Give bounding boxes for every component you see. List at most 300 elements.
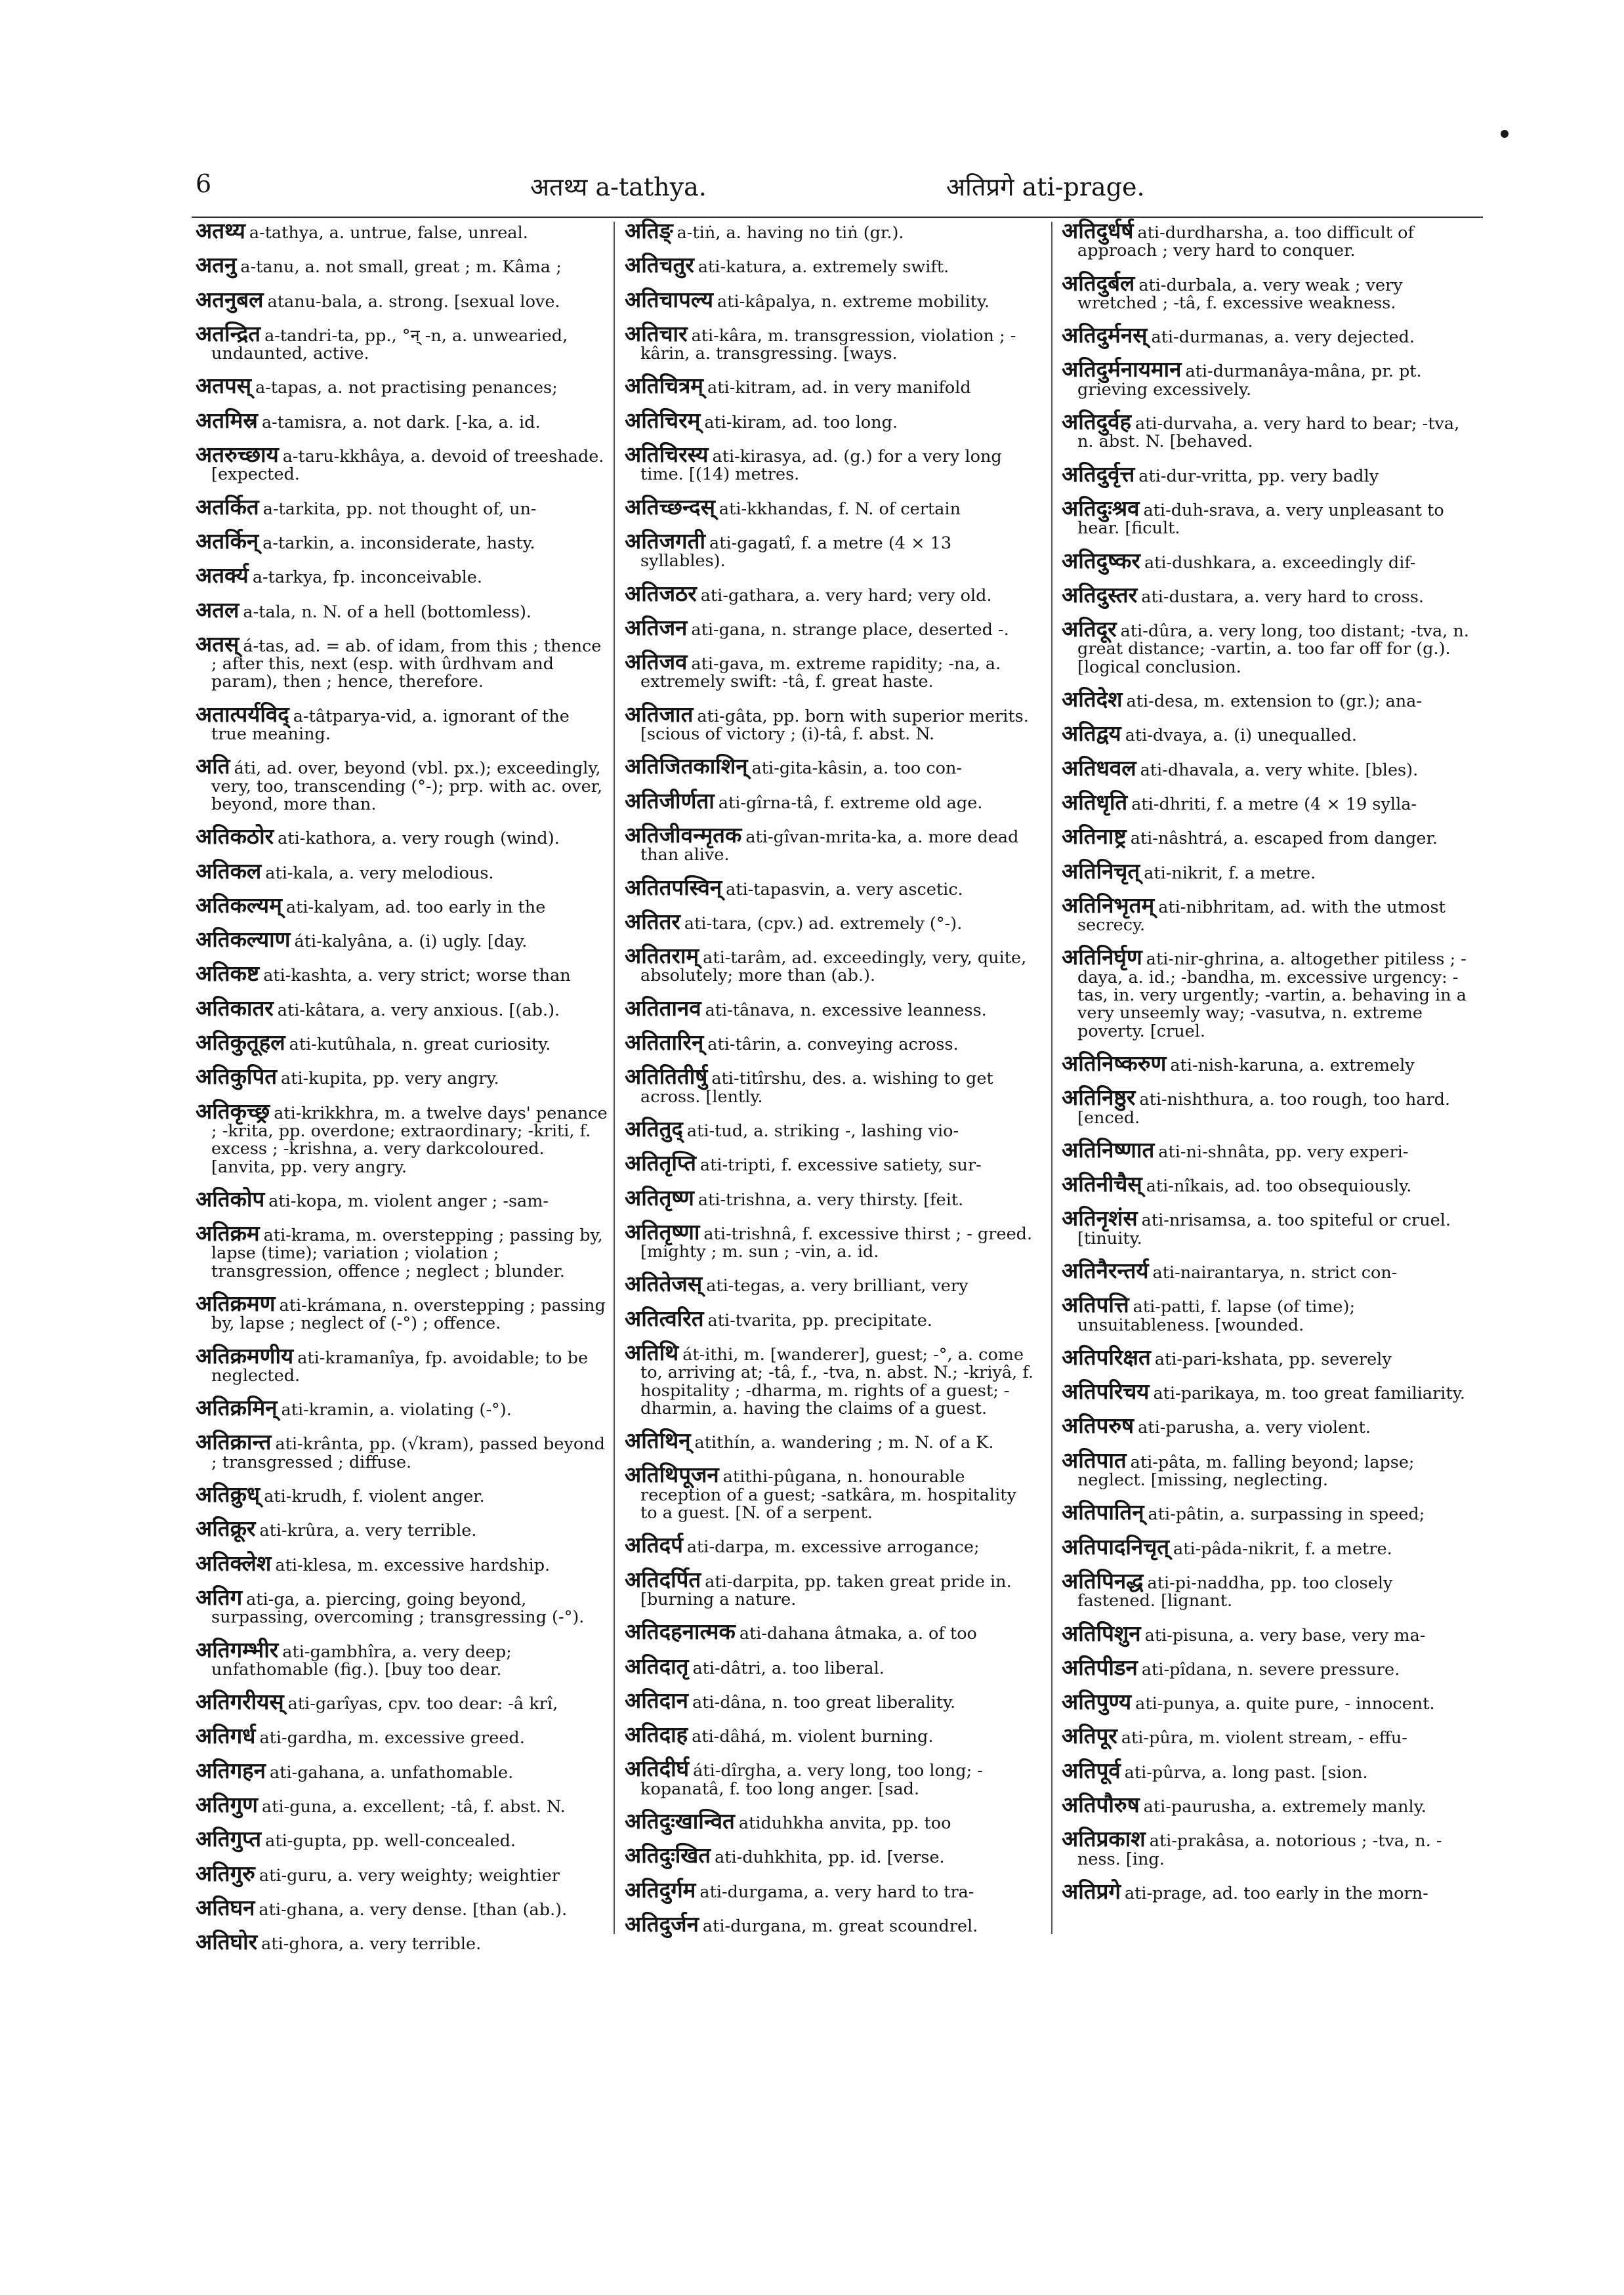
dictionary-entry [1062, 1826, 1475, 1869]
entry-headword: अतिक्रम [196, 1220, 260, 1247]
entry-headword: अतिचतुर [625, 252, 694, 278]
entry-definition: ati-pâtin, a. surpassing in speed; [1148, 1504, 1425, 1525]
dictionary-entry [196, 823, 609, 850]
entry-headword: अतिजितकाशिन् [625, 753, 748, 779]
dictionary-entry [196, 1929, 609, 1955]
dictionary-entry [625, 442, 1038, 485]
entry-definition: á-tas, ad. = ab. of idam, from this ; thence ; after this, next (esp. with ûrdhvam and param), then ; hence, therefore. [211, 636, 602, 692]
entry-definition: ati-pâta, m. falling beyond; lapse; neglect. [missing, neglecting. [1077, 1452, 1415, 1491]
entry-headword: अतितर [625, 908, 680, 934]
entry-headword: अतिचार [625, 320, 688, 346]
entry-definition: ati-dustara, a. very hard to cross. [1141, 587, 1425, 607]
dictionary-entry [196, 1342, 609, 1386]
dictionary-entry [1062, 1723, 1475, 1749]
entry-headword: अतिदुर्मनायमान [1062, 356, 1182, 382]
dictionary-entry [196, 373, 609, 399]
entry-definition: ati-tvarita, pp. precipitate. [707, 1310, 932, 1331]
dictionary-entry [196, 1550, 609, 1576]
entry-headword: अतिदुर्जन [625, 1911, 699, 1937]
entry-headword: अतिक्लेश [196, 1550, 272, 1576]
dictionary-entry [196, 1064, 609, 1090]
entry-definition: ati-dvaya, a. (i) unequalled. [1125, 726, 1357, 746]
entry-definition: ati-klesa, m. excessive hardship. [275, 1555, 551, 1575]
entry-headword: अतिजव [625, 649, 688, 675]
dictionary-entry [1062, 1050, 1475, 1076]
dictionary-entry [625, 995, 1038, 1021]
dictionary-entry [196, 1723, 609, 1749]
dictionary-entry [625, 1532, 1038, 1558]
entry-definition: ati-trishna, a. very thirsty. [feit. [697, 1189, 964, 1210]
dictionary-entry [625, 1808, 1038, 1834]
entry-headword: अतस् [196, 631, 239, 657]
page-header [0, 169, 1624, 209]
entry-definition: ati-dahana âtmaka, a. of too [739, 1624, 977, 1644]
dictionary-entry [196, 995, 609, 1021]
entry-definition: ati-nâshtrá, a. escaped from danger. [1130, 829, 1438, 849]
dictionary-entry [196, 1584, 609, 1628]
entry-definition: ati-gagatî, f. a metre (4 × 13 syllables). [640, 533, 952, 571]
entry-definition: ati-ga, a. piercing, going beyond, surpassing, overcoming ; transgressing (-°). [211, 1589, 585, 1628]
dictionary-entry [196, 562, 609, 589]
dictionary-entry [1062, 1757, 1475, 1783]
dictionary-entry [1062, 1620, 1475, 1646]
entry-headword: अतिङ् [625, 218, 673, 243]
entry-definition: ati-parikaya, m. too great familiarity. [1153, 1384, 1465, 1404]
dictionary-entry [625, 1756, 1038, 1799]
entry-definition: ati-dûra, a. very long, too distant; -tva, n. great distance; -vartin, a. too far off for (g.). [logical conclusion. [1077, 621, 1469, 677]
entry-headword: अतिथि [625, 1339, 679, 1365]
entry-definition: ati-guru, a. very weighty; weightier [259, 1865, 560, 1886]
entry-definition: ati-duhkhita, pp. id. [verse. [715, 1848, 945, 1868]
dictionary-entry [625, 1876, 1038, 1903]
entry-headword: अतिदुर्वह [1062, 409, 1131, 435]
dictionary-entry [625, 407, 1038, 433]
dictionary-entry [625, 787, 1038, 814]
entry-headword: अतिदान [625, 1687, 688, 1713]
dictionary-entry [1062, 1447, 1475, 1491]
entry-headword: अतिकुपित [196, 1064, 278, 1090]
entry-definition: atithi-pûgana, n. honourable reception of a guest; -satkâra, m. hospitality to a guest. [N. of a serpent. [640, 1467, 1016, 1523]
entry-definition: a-tathya, a. untrue, false, unreal. [249, 223, 528, 243]
dictionary-entry [625, 493, 1038, 520]
dictionary-entry [1062, 461, 1475, 487]
entry-definition: ati-gupta, pp. well-concealed. [265, 1831, 516, 1851]
entry-headword: अतिप्रकाश [1062, 1826, 1146, 1852]
entry-definition: ati-krama, m. overstepping ; passing by, lapse (time); variation ; violation ; transgression, offence ; neglect ; blunder. [211, 1226, 603, 1281]
dictionary-entry [1062, 616, 1475, 677]
entry-headword: अतिजगती [625, 527, 705, 554]
entry-definition: ati-durmanâya-mâna, pr. pt. grieving excessively. [1077, 362, 1422, 400]
column-3 [1062, 218, 1475, 1916]
running-head-last-word: अतिप्रगे ati-prage. [946, 173, 1145, 201]
entry-headword: अतात्पर्यविद् [196, 701, 289, 727]
entry-headword: अतिपरिचय [1062, 1378, 1150, 1405]
dictionary-entry [625, 1184, 1038, 1210]
entry-headword: अतपस् [196, 373, 252, 399]
entry-headword: अतिचित्रम् [625, 373, 704, 399]
entry-definition: ati-nrisamsa, a. too spiteful or cruel. [tinuity. [1077, 1210, 1451, 1249]
entry-headword: अतिपरुष [1062, 1413, 1135, 1439]
entry-headword: अतिगरीयस् [196, 1689, 284, 1715]
entry-definition: ati-ghora, a. very terrible. [261, 1934, 482, 1954]
dictionary-entry [1062, 1136, 1475, 1163]
entry-headword: अतिनीचैस् [1062, 1171, 1142, 1197]
corner-mark [1501, 130, 1509, 138]
running-head-first-word: अतथ्य a-tathya. [530, 173, 707, 201]
entry-definition: ati-pisuna, a. very base, very ma- [1144, 1625, 1426, 1645]
entry-definition: ati-gava, m. extreme rapidity; -na, a. extremely swift: -tâ, f. great haste. [640, 654, 1001, 692]
entry-headword: अतिपात [1062, 1447, 1127, 1473]
entry-definition: ati-kâra, m. transgression, violation ; -kârin, a. transgressing. [ways. [640, 325, 1016, 364]
dictionary-entry [196, 753, 609, 814]
dictionary-entry [625, 373, 1038, 399]
dictionary-entry [196, 286, 609, 312]
entry-definition: ati-durmanas, a. very dejected. [1151, 327, 1415, 348]
dictionary-entry [196, 320, 609, 364]
entry-headword: अतिदर्पित [625, 1566, 701, 1592]
entry-headword: अतिथिपूजन [625, 1462, 719, 1488]
entry-headword: अतिनृशंस [1062, 1205, 1138, 1231]
entry-headword: अतिजठर [625, 580, 697, 606]
entry-definition: ati-gana, n. strange place, deserted -. [691, 619, 1009, 640]
entry-headword: अतिदुःखित [625, 1842, 711, 1869]
entry-definition: a-tarkya, fp. inconceivable. [252, 568, 482, 588]
entry-headword: अतिनैरन्तर्य [1062, 1257, 1149, 1283]
entry-definition: ati-pûra, m. violent stream, - effu- [1121, 1728, 1407, 1748]
entry-headword: अतिदेश [1062, 686, 1123, 713]
entry-headword: अतितेजस् [625, 1271, 703, 1297]
dictionary-entry [196, 1290, 609, 1334]
entry-headword: अतिगुरु [196, 1860, 255, 1886]
dictionary-entry [1062, 1533, 1475, 1560]
entry-headword: अतिचिरस्य [625, 442, 709, 468]
dictionary-entry [1062, 356, 1475, 400]
entry-headword: अतिकठोर [196, 823, 274, 850]
entry-headword: अतिपिशुन [1062, 1620, 1141, 1646]
entry-headword: अतिकल्याण [196, 926, 291, 953]
entry-definition: ati-katura, a. extremely swift. [697, 257, 949, 278]
entry-headword: अतिकोप [196, 1186, 265, 1212]
entry-headword: अतिदातृ [625, 1653, 689, 1679]
entry-headword: अतिदुर्धर्ष [1062, 218, 1134, 243]
entry-headword: अतितुद् [625, 1115, 683, 1142]
entry-definition: ati-punya, a. quite pure, - innocent. [1135, 1694, 1435, 1714]
entry-headword: अतिदुर्बल [1062, 270, 1135, 296]
entry-definition: ati-tara, (cpv.) ad. extremely (°-). [684, 913, 963, 934]
entry-headword: अतन्द्रित [196, 320, 261, 346]
entry-definition: ati-durbala, a. very weak ; very wretched ; -tâ, f. excessive weakness. [1077, 275, 1403, 313]
entry-definition: ati-gâta, pp. born with superior merits. [scious of victory ; (i)-tâ, f. abst. N. [640, 706, 1029, 745]
dictionary-entry [1062, 581, 1475, 608]
entry-headword: अतिनिष्ठुर [1062, 1085, 1136, 1111]
entry-headword: अतितितीर्षु [625, 1064, 708, 1090]
dictionary-entry [1062, 789, 1475, 815]
entry-definition: ati-darpita, pp. taken great pride in. [burning a nature. [640, 1571, 1012, 1609]
dictionary-entry [1062, 1205, 1475, 1249]
dictionary-entry [625, 874, 1038, 900]
entry-headword: अतिगम्भीर [196, 1636, 279, 1663]
entry-definition: ati-kâtara, a. very anxious. [(ab.). [277, 1000, 560, 1020]
entry-headword: अतितारिन् [625, 1029, 704, 1056]
entry-headword: अतिकातर [196, 995, 274, 1021]
entry-headword: अतिग [196, 1584, 243, 1610]
entry-headword: अतिपिनद्ध [1062, 1567, 1144, 1594]
entry-headword: अतिकृच्छ्र [196, 1098, 270, 1124]
page-number: 6 [196, 169, 212, 198]
dictionary-entry [196, 218, 609, 243]
entry-definition: ati-prakâsa, a. notorious ; -tva, n. -ness. [ing. [1077, 1831, 1442, 1869]
entry-headword: अतिदुर्मनस् [1062, 322, 1148, 348]
entry-definition: ati-gîrna-tâ, f. extreme old age. [718, 793, 983, 813]
entry-headword: अतिपूर [1062, 1723, 1117, 1749]
entry-definition: ati-dur-vritta, pp. very badly [1138, 466, 1379, 486]
dictionary-entry [1062, 1413, 1475, 1439]
entry-definition: ati-gathara, a. very hard; very old. [700, 585, 992, 606]
entry-headword: अतिद्वय [1062, 720, 1121, 747]
dictionary-entry [196, 442, 609, 485]
entry-definition: ati-kitram, ad. in very manifold [707, 378, 971, 398]
entry-definition: ati-gambhîra, a. very deep; unfathomable (fig.). [buy too dear. [211, 1642, 512, 1680]
dictionary-entry [625, 1462, 1038, 1523]
entry-definition: ati-paurusha, a. extremely manly. [1143, 1797, 1426, 1817]
dictionary-entry [1062, 1378, 1475, 1405]
entry-definition: ati-kâpalya, n. extreme mobility. [717, 291, 990, 312]
entry-definition: ati-dâhá, m. violent burning. [692, 1727, 934, 1747]
entry-definition: ati-ni-shnâta, pp. very experi- [1158, 1142, 1409, 1162]
dictionary-entry [1062, 892, 1475, 936]
dictionary-entry [196, 252, 609, 278]
entry-headword: अतल [196, 596, 239, 623]
entry-headword: अतिधृति [1062, 789, 1128, 815]
entry-definition: ati-krudh, f. violent anger. [264, 1487, 485, 1507]
dictionary-entry [196, 493, 609, 520]
dictionary-entry [1062, 755, 1475, 781]
entry-definition: ati-gardha, m. excessive greed. [259, 1728, 525, 1748]
entry-headword: अतर्किन् [196, 527, 259, 554]
entry-headword: अतिघोर [196, 1929, 258, 1955]
dictionary-entry [1062, 322, 1475, 348]
dictionary-entry [625, 320, 1038, 364]
entry-definition: ati-kirasya, ad. (g.) for a very long time. [(14) metres. [640, 447, 1002, 485]
entry-headword: अतिकल्यम् [196, 892, 282, 918]
dictionary-entry [625, 908, 1038, 934]
dictionary-entry [1062, 218, 1475, 261]
entry-headword: अतिचिरम् [625, 407, 701, 433]
dictionary-entry [196, 596, 609, 623]
entry-definition: ati-kupita, pp. very angry. [281, 1069, 499, 1089]
entry-headword: अतिपातिन् [1062, 1499, 1144, 1525]
entry-headword: अतिदुर्वृत्त [1062, 461, 1135, 487]
entry-definition: a-tâtparya-vid, a. ignorant of the true meaning. [211, 706, 570, 745]
dictionary-entry [625, 1271, 1038, 1297]
dictionary-entry [1062, 1085, 1475, 1128]
dictionary-entry [1062, 1878, 1475, 1904]
entry-definition: ati-kopa, m. violent anger ; -sam- [268, 1191, 549, 1211]
entry-definition: ati-tegas, a. very brilliant, very [706, 1276, 968, 1296]
entry-headword: अतरुच्छाय [196, 442, 279, 468]
dictionary-entry [196, 1894, 609, 1920]
dictionary-entry [1062, 1654, 1475, 1680]
entry-definition: ati-krikkhra, m. a twelve days' penance ; -krita, pp. overdone; extraordinary; -kriti, f. excess ; -krishna, a. very darkcoloured. [anvita, pp. very angry. [211, 1103, 608, 1177]
dictionary-entry [625, 1428, 1038, 1454]
dictionary-entry [625, 1029, 1038, 1056]
dictionary-entry [196, 1636, 609, 1680]
dictionary-entry [1062, 686, 1475, 713]
dictionary-entry [196, 892, 609, 918]
entry-headword: अतिक्रुध् [196, 1481, 260, 1508]
entry-definition: ati-tapasvin, a. very ascetic. [726, 879, 963, 899]
dictionary-entry [625, 1115, 1038, 1142]
dictionary-entry [625, 286, 1038, 312]
entry-definition: áti, ad. over, beyond (vbl. px.); exceedingly, very, too, transcending (°-); prp. with ac. over, beyond, more than. [211, 758, 603, 814]
entry-headword: अतिक्रमिन् [196, 1395, 278, 1421]
dictionary-entry [625, 1619, 1038, 1645]
entry-headword: अतिक्रूर [196, 1516, 256, 1542]
dictionary-entry [625, 1842, 1038, 1869]
entry-definition: ati-guna, a. excellent; -tâ, f. abst. N. [262, 1797, 566, 1817]
entry-headword: अतितराम् [625, 943, 699, 969]
dictionary-entry [196, 701, 609, 745]
entry-definition: ati-dhavala, a. very white. [bles). [1140, 760, 1419, 780]
entry-definition: ati-nîkais, ad. too obsequiously. [1146, 1176, 1412, 1197]
entry-headword: अतिनिचृत् [1062, 858, 1140, 884]
entry-headword: अतर्कित [196, 493, 259, 520]
entry-headword: अतिजीर्णता [625, 787, 715, 814]
dictionary-entry [1062, 858, 1475, 884]
entry-definition: ati-parusha, a. very violent. [1138, 1418, 1371, 1438]
entry-headword: अतिजन [625, 614, 688, 640]
entry-definition: ati-durgana, m. great scoundrel. [702, 1916, 978, 1936]
dictionary-entry [625, 614, 1038, 640]
entry-definition: ati-pi-naddha, pp. too closely fastened. [lignant. [1077, 1573, 1393, 1611]
dictionary-entry [196, 1516, 609, 1542]
entry-definition: ati-târin, a. conveying across. [707, 1035, 959, 1055]
dictionary-entry [196, 1098, 609, 1177]
entry-headword: अतिदाह [625, 1722, 688, 1748]
entry-headword: अतिचापल्य [625, 286, 714, 312]
entry-definition: ati-duh-srava, a. very unpleasant to hear. [ficult. [1077, 500, 1444, 539]
entry-headword: अतनु [196, 252, 237, 278]
entry-definition: ati-kalyam, ad. too early in the [285, 897, 546, 917]
entry-definition: ati-patti, f. lapse (of time); unsuitableness. [wounded. [1077, 1297, 1356, 1335]
entry-headword: अतिक्रमणीय [196, 1342, 294, 1369]
dictionary-entry [625, 1339, 1038, 1418]
entry-headword: अतमिस्र [196, 407, 258, 433]
entry-headword: अतिनिष्णात [1062, 1136, 1155, 1163]
entry-headword: अतिपुण्य [1062, 1689, 1132, 1715]
entry-definition: ati-kashta, a. very strict; worse than [263, 966, 571, 986]
entry-definition: ati-desa, m. extension to (gr.); ana- [1126, 692, 1422, 712]
entry-definition: a-tala, n. N. of a hell (bottomless). [243, 602, 532, 622]
entry-headword: अतिगुण [196, 1792, 259, 1818]
entry-headword: अतर्क्य [196, 562, 249, 589]
entry-definition: ati-titîrshu, des. a. wishing to get across. [lently. [640, 1069, 993, 1107]
dictionary-entry [625, 580, 1038, 606]
dictionary-entry [625, 218, 1038, 243]
dictionary-entry [625, 1566, 1038, 1609]
dictionary-entry [1062, 1689, 1475, 1715]
dictionary-entry [1062, 1792, 1475, 1818]
entry-definition: ati-nishthura, a. too rough, too hard. [enced. [1077, 1090, 1451, 1128]
entry-definition: ati-prage, ad. too early in the morn- [1124, 1883, 1428, 1903]
entry-definition: a-tapas, a. not practising penances; [255, 378, 558, 398]
entry-definition: ati-kramanîya, fp. avoidable; to be neglected. [211, 1348, 589, 1386]
entry-definition: ati-dushkara, a. exceedingly dif- [1144, 552, 1416, 573]
dictionary-entry [196, 1757, 609, 1783]
dictionary-entry [625, 527, 1038, 571]
entry-headword: अतिजात [625, 701, 694, 727]
entry-definition: áti-kalyâna, a. (i) ugly. [day. [294, 932, 528, 952]
dictionary-entry [625, 252, 1038, 278]
entry-definition: ati-nikrit, f. a metre. [1144, 863, 1316, 883]
dictionary-entry [196, 1429, 609, 1472]
entry-definition: ati-gîvan-mrita-ka, a. more dead than alive. [640, 827, 1019, 865]
entry-definition: át-ithi, m. [wanderer], guest; -°, a. come to, arriving at; -tâ, f., -tva, n. abst. N.; -kriyâ, f. hospitality ; -dharma, m. rights of a guest; -dharmin, a. having the claims of a guest. [640, 1344, 1033, 1418]
entry-definition: ati-durdharsha, a. too difficult of approach ; very hard to conquer. [1077, 223, 1414, 261]
entry-definition: ati-pâda-nikrit, f. a metre. [1173, 1539, 1392, 1559]
dictionary-entry [196, 1689, 609, 1715]
entry-headword: अतिजीवन्मृतक [625, 821, 742, 848]
entry-headword: अतिप्रगे [1062, 1878, 1121, 1904]
dictionary-entry [1062, 944, 1475, 1041]
dictionary-entry [625, 649, 1038, 692]
entry-definition: ati-krûra, a. very terrible. [259, 1521, 477, 1541]
entry-headword: अतिपादनिचृत् [1062, 1533, 1170, 1560]
entry-headword: अतितानव [625, 995, 701, 1021]
entry-definition: ati-nairantarya, n. strict con- [1152, 1262, 1398, 1283]
entry-definition: ati-kkhandas, f. N. of certain [718, 499, 961, 519]
entry-headword: अतिदुर्गम [625, 1876, 696, 1903]
entry-headword: अतितृष्णा [625, 1218, 700, 1245]
dictionary-entry [625, 1064, 1038, 1107]
entry-definition: ati-kutûhala, n. great curiosity. [289, 1035, 551, 1055]
dictionary-entry [1062, 1499, 1475, 1525]
dictionary-entry [1062, 495, 1475, 539]
entry-definition: ati-trishnâ, f. excessive thirst ; - greed. [mighty ; m. sun ; -vin, a. id. [640, 1224, 1033, 1262]
entry-headword: अतिपरिक्षत [1062, 1344, 1151, 1370]
dictionary-entry [1062, 547, 1475, 573]
entry-definition: ati-durvaha, a. very hard to bear; -tva, n. abst. N. [behaved. [1077, 414, 1460, 452]
entry-definition: ati-kiram, ad. too long. [704, 412, 898, 432]
dictionary-entry [1062, 409, 1475, 452]
entry-headword: अतिदुःश्रव [1062, 495, 1140, 521]
entry-definition: ati-pîdana, n. severe pressure. [1141, 1659, 1400, 1680]
entry-definition: ati-kramin, a. violating (-°). [281, 1400, 512, 1420]
entry-headword: अतिदुष्कर [1062, 547, 1140, 573]
entry-headword: अतिगर्ध [196, 1723, 256, 1749]
dictionary-entry [196, 1792, 609, 1818]
entry-headword: अतिगुप्त [196, 1826, 262, 1852]
dictionary-entry [625, 701, 1038, 745]
entry-definition: ati-dhriti, f. a metre (4 × 19 sylla- [1131, 794, 1417, 814]
entry-definition: atanu-bala, a. strong. [sexual love. [267, 291, 560, 312]
dictionary-entry [1062, 823, 1475, 850]
entry-headword: अतथ्य [196, 218, 245, 243]
entry-headword: अतिक्रान्त [196, 1429, 272, 1455]
dictionary-entry [625, 1218, 1038, 1262]
entry-definition: ati-tânava, n. excessive leanness. [705, 1000, 987, 1020]
dictionary-entry [625, 1687, 1038, 1713]
entry-headword: अतिदर्प [625, 1532, 683, 1558]
entry-headword: अतिदीर्घ [625, 1756, 690, 1782]
entry-headword: अतिदूर [1062, 616, 1117, 642]
entry-headword: अतिनिभृतम् [1062, 892, 1155, 918]
entry-definition: a-tamisra, a. not dark. [-ka, a. id. [261, 412, 541, 432]
entry-headword: अतिनाष्ट्र [1062, 823, 1127, 850]
entry-definition: ati-dâtri, a. too liberal. [692, 1658, 885, 1678]
dictionary-entry [1062, 1344, 1475, 1370]
entry-definition: ati-tarâm, ad. exceedingly, very, quite, absolutely; more than (ab.). [640, 948, 1027, 986]
